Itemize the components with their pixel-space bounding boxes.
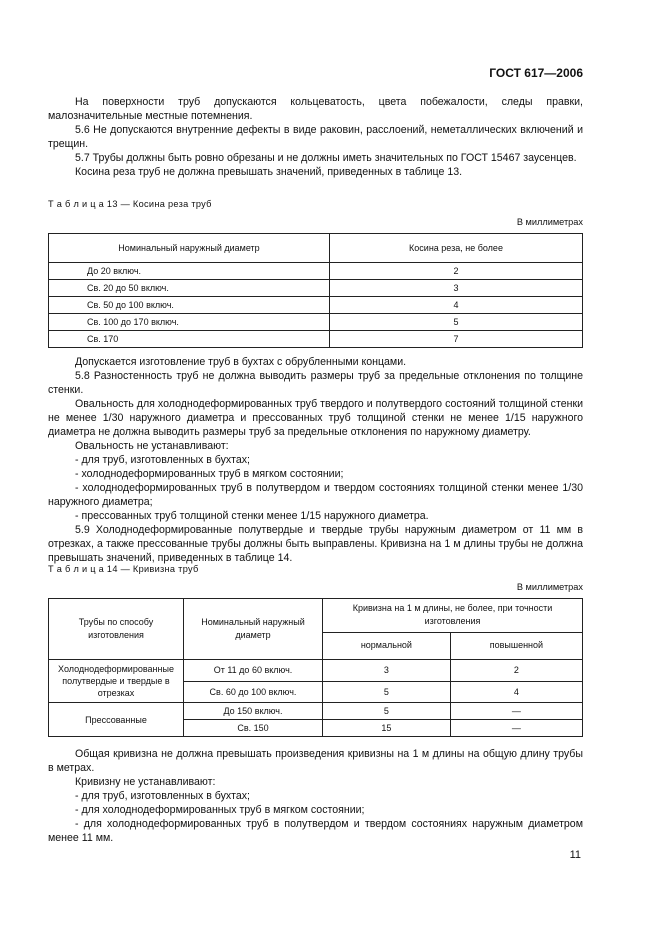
table-header-row [49,599,583,633]
paragraph: 5.7 Трубы должны быть ровно обрезаны и не должны иметь значительных по ГОСТ 15467 заусенцев. [75,152,577,164]
table13-cell-diameter: Св. 170 [49,331,330,348]
table13-cell-diameter: Св. 100 до 170 включ. [49,314,330,331]
table13-cell-bevel: 2 [330,263,583,280]
document-header: ГОСТ 617—2006 [489,66,583,80]
list-item: - для труб, изготовленных в бухтах; [75,790,250,802]
table13-caption: Т а б л и ц а 13 — Косина реза труб [48,199,212,209]
table-row [49,331,583,348]
list-item: - для холоднодеформированных труб в мягком состоянии; [75,804,365,816]
paragraph: 5.9 Холоднодеформированные полутвердые и твердые трубы наружным диаметром от 11 мм в отрезках, а также прессованные трубы должны быть выправлены. Кривизна на 1 м длины трубы не должна превышать значений, приведенных в таблице 14. [48,524,583,564]
table-row [49,314,583,331]
table-header-row [49,234,583,263]
page-number: 11 [569,849,581,861]
table14-header-method: Трубы по способу изготовления [49,599,184,660]
list-item: - для холоднодеформированных труб в полутвердом и твердом состояниях наружным диаметром менее 11 мм. [48,818,583,844]
table14-cell-diameter: От 11 до 60 включ. [184,660,323,682]
table-row [49,263,583,280]
table-row [49,297,583,314]
table14-cell-normal: 15 [323,720,451,737]
table13-header-diameter: Номинальный наружный диаметр [49,234,330,263]
table14-cell-normal: 5 [323,703,451,720]
table14-cell-normal: 3 [323,660,451,682]
table14-cell-method: Холоднодеформированные полутвердые и твердые в отрезках [49,660,184,703]
table14-header-normal: нормальной [323,632,451,659]
table14-header-increased: повышенной [450,632,582,659]
table13-cell-bevel: 3 [330,280,583,297]
table14-header-curvature: Кривизна на 1 м длины, не более, при точности изготовления [323,599,583,633]
table-row [49,703,583,720]
table14-cell-increased: 2 [450,660,582,682]
table-row [49,280,583,297]
table14-header-diameter: Номинальный наружный диаметр [184,599,323,660]
section-mid [48,355,583,565]
list-item: - холоднодеформированных труб в полутвердом и твердом состояниях толщиной стенки менее 1/30 наружного диаметра; [48,482,583,508]
paragraph: Косина реза труб не должна превышать значений, приведенных в таблице 13. [75,166,463,178]
list-item: - прессованных труб толщиной стенки менее 1/15 наружного диаметра. [75,510,429,522]
table13-units: В миллиметрах [516,217,583,227]
section-top [48,95,583,179]
table14-cell-increased: — [450,720,582,737]
table14-block [48,562,583,737]
table13-block [48,197,583,348]
paragraph: 5.6 Не допускаются внутренние дефекты в виде раковин, расслоений, неметаллических включений и трещин. [48,124,583,150]
table14-cell-diameter: Св. 60 до 100 включ. [184,681,323,703]
table13-cell-bevel: 5 [330,314,583,331]
list-item: - для труб, изготовленных в бухтах; [75,454,250,466]
table13-cell-bevel: 7 [330,331,583,348]
paragraph: Кривизну не устанавливают: [75,776,216,788]
table13 [48,233,583,348]
table13-cell-diameter: До 20 включ. [49,263,330,280]
table14-cell-increased: — [450,703,582,720]
paragraph: На поверхности труб допускаются кольцеватость, цвета побежалости, следы правки, малозначительные местные потемнения. [48,96,583,122]
section-bottom [48,747,583,845]
paragraph: Овальность для холоднодеформированных труб твердого и полутвердого состояний толщиной стенки не менее 1/30 наружного диаметра и прессованных труб толщиной стенки не менее 1/15 наружного диаметра не должна выводить размеры труб за предельные отклонения по наружному диаметру. [48,398,583,438]
table14 [48,598,583,737]
paragraph: Допускается изготовление труб в бухтах с обрубленными концами. [75,356,407,368]
table14-cell-increased: 4 [450,681,582,703]
table13-cell-diameter: Св. 50 до 100 включ. [49,297,330,314]
list-item: - холоднодеформированных труб в мягком состоянии; [75,468,344,480]
table14-caption: Т а б л и ц а 14 — Кривизна труб [48,564,199,574]
table14-cell-normal: 5 [323,681,451,703]
table14-cell-diameter: До 150 включ. [184,703,323,720]
table13-cell-diameter: Св. 20 до 50 включ. [49,280,330,297]
table14-cell-diameter: Св. 150 [184,720,323,737]
table-row [49,660,583,682]
table13-header-bevel: Косина реза, не более [330,234,583,263]
table14-cell-method: Прессованные [49,703,184,737]
table14-units: В миллиметрах [516,582,583,592]
paragraph: Общая кривизна не должна превышать произведения кривизны на 1 м длины на общую длину трубы в метрах. [48,748,583,774]
paragraph: Овальность не устанавливают: [75,440,229,452]
table13-cell-bevel: 4 [330,297,583,314]
paragraph: 5.8 Разностенность труб не должна выводить размеры труб за предельные отклонения по толщине стенки. [48,370,583,396]
